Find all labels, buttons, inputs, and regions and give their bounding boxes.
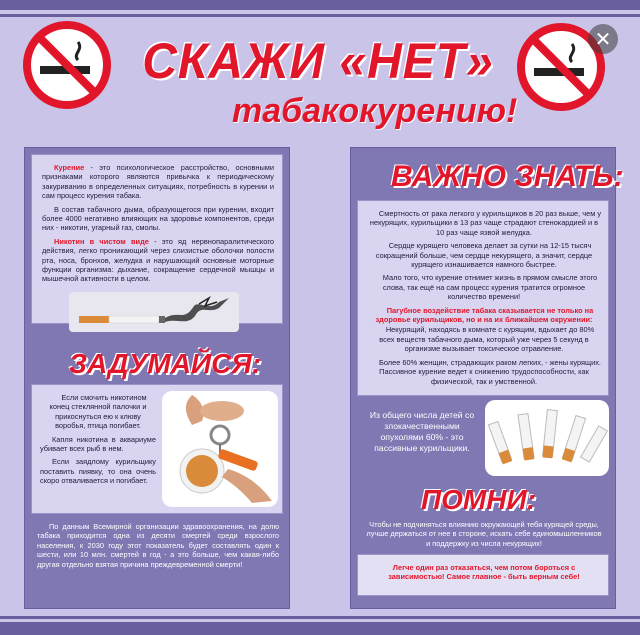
top-stripe bbox=[0, 0, 640, 10]
handcuffed-cigarettes-image bbox=[162, 391, 278, 507]
think-fact-1: Если смочить никотином конец стеклянной палочки и прикоснуться ею к клюву воробья, птица погибает. bbox=[49, 393, 147, 431]
fact-women-cancer: Более 60% женщин, страдающих раком легких, - жены курящих. Пассивное курение ведет к снижению трудоспособности, как физической, так и умственной. bbox=[379, 357, 601, 386]
left-panel bbox=[24, 147, 290, 609]
nicotine-term: Никотин в чистом виде bbox=[54, 236, 149, 246]
nicotine-definition: - это яд нервнопаралитического действия, легко проникающий через слизистые оболочки полости рта, носа, бронхов, желудка и нарушающий основные моторные функции организма: дыхание, сокращение сердечной мышцы и мышечной активности в целом. bbox=[42, 236, 274, 284]
facts-box bbox=[357, 200, 609, 396]
remember-heading: ПОМНИ: bbox=[421, 484, 536, 515]
motto-box bbox=[357, 554, 609, 596]
smoke-composition-text: В состав табачного дыма, образующегося при курении, входит более 4000 негативно влияющих на здоровье компонентов, среди них - никотин, угарный газ, смолы. bbox=[42, 204, 274, 233]
fact-passive-inhale: Некурящий, находясь в комнате с курящим, вдыхает до 80% всех веществ табачного дыма, который уже через 5 секунд в организме вызывает токсическое отравление. bbox=[379, 325, 595, 354]
think-heading: ЗАДУМАЙСЯ: bbox=[69, 348, 262, 379]
page-title: СКАЖИ «НЕТ» bbox=[142, 33, 494, 90]
motto-text: Легче один раз отказаться, чем потом бороться с зависимостью! Самое главное - быть верным себе! bbox=[388, 563, 580, 582]
remember-advice: Чтобы не подчиняться влиянию окружающей тебя курящей среды, лучше держаться от нее в стороне, искать себе единомышленников и поддержку из числа некурящих! bbox=[366, 520, 602, 548]
smoking-definition: - это психологическое расстройство, основными признаками которого являются привычка к периодическому закуриванию в определенных ситуациях, потребность в курении и сам процесс курения табака. bbox=[42, 163, 274, 201]
no-smoking-icon bbox=[22, 20, 112, 110]
who-statistics-text: По данным Всемирной организации здравоохранения, на долю табака приходится одна из десяти смертей среди взрослого населения, к 2030 году этот показатель будет составлять один к шести, или 10 млн. смертей в год - а это больше, чем какая-либо другая отдельно взятая причина преждевременной смерти! bbox=[37, 522, 279, 569]
bottom-stripe bbox=[0, 622, 640, 635]
children-statistic: Из общего числа детей со злокачественными опухолями 60% - это пассивные курильщики. bbox=[369, 410, 475, 453]
think-fact-2: Капля никотина в аквариуме убивает всех рыб в нем. bbox=[40, 434, 156, 454]
fact-lung-cancer: Смертность от рака легкого у курильщиков в 20 раз выше, чем у некурящих, курильщики в 13 раз чаще страдают стенокардией и в 10 раз чаще язвой желудка. bbox=[369, 209, 602, 237]
think-box bbox=[31, 384, 283, 514]
fact-heart: Сердце курящего человека делает за сутки на 12-15 тысяч сокращений больше, чем сердце некурящего, а значит, сердце курящего изнашивается намного быстрее. bbox=[375, 241, 593, 270]
fact-time: Мало того, что курение отнимет жизнь в прямом смысле этого слова, так ещё на сам процесс курения тратится огромное количество времени! bbox=[382, 273, 598, 302]
stop-cigarettes-image bbox=[485, 400, 609, 476]
think-fact-3: Если заядлому курильщику поставить пиявку, то она очень скоро отваливается и погибает. bbox=[40, 457, 156, 486]
passive-smoking-warning: Пагубное воздействие табака сказывается не только на здоровье курильщиков, но и на их ближайшем окружении: bbox=[375, 305, 594, 325]
right-panel bbox=[350, 147, 624, 609]
bottom-stripe-thin bbox=[0, 616, 640, 619]
close-icon[interactable]: ✕ bbox=[588, 24, 618, 54]
smoking-term: Курение bbox=[54, 163, 85, 172]
cigarette-image bbox=[69, 292, 239, 332]
top-stripe-thin bbox=[0, 14, 640, 17]
page-subtitle: табакокурению! bbox=[232, 92, 518, 130]
important-heading: ВАЖНО ЗНАТЬ: bbox=[391, 160, 624, 193]
